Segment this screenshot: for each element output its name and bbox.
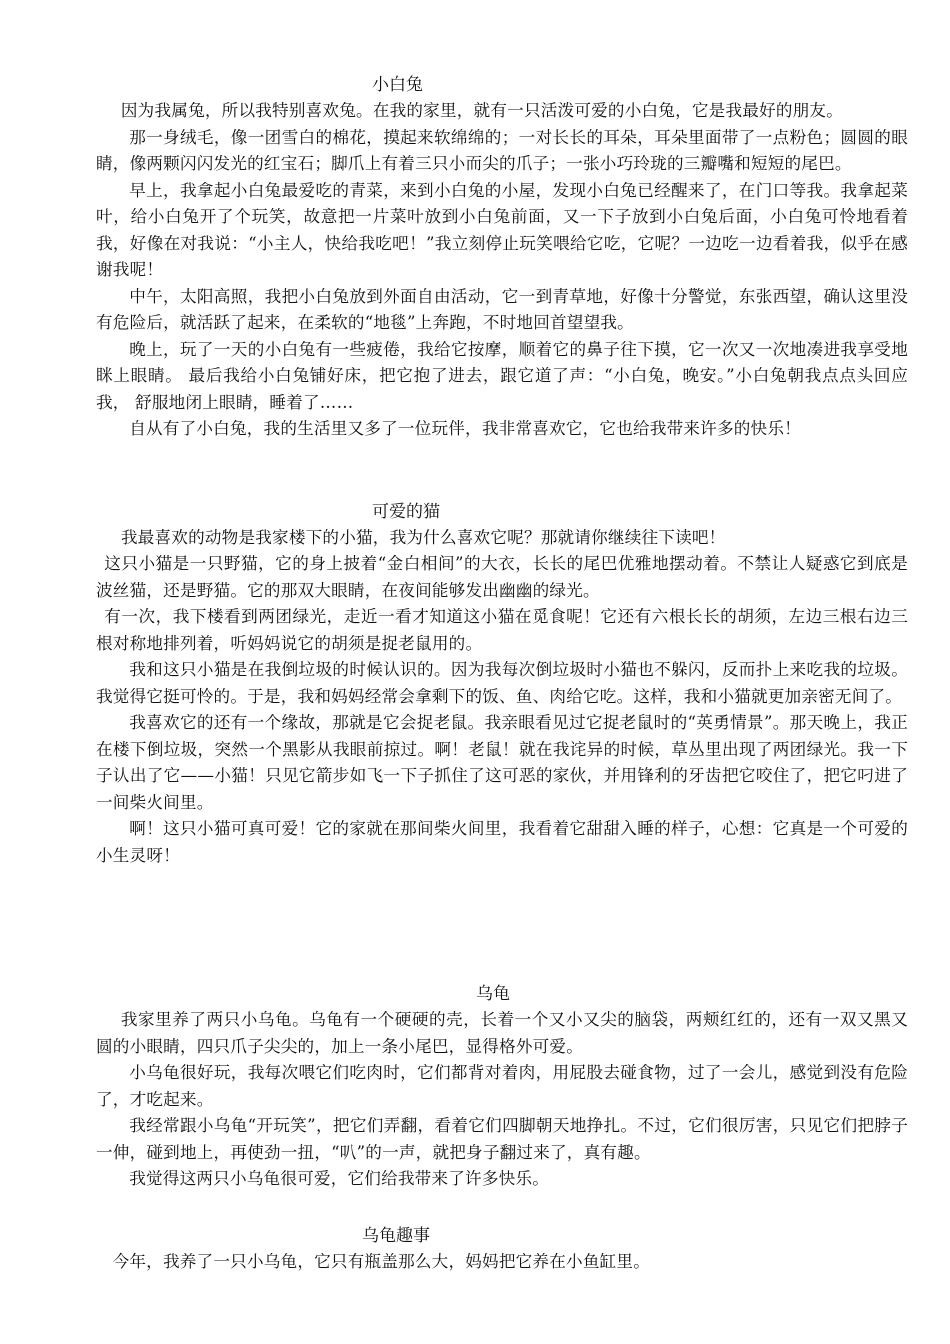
paragraph: 小乌龟很好玩，我每次喂它们吃肉时，它们都背对着肉，用屁股去碰食物，过了一会儿，感觉到没有危险了，才吃起来。 [96,1063,908,1109]
paragraph: 我觉得这两只小乌龟很可爱，它们给我带来了许多快乐。 [129,1169,550,1188]
paragraph: 有一次，我下楼看到两团绿光，走近一看才知道这小猫在觅食呢！它还有六根长长的胡须，左边三根右边三根对称地排列着，听妈妈说它的胡须是捉老鼠用的。 [96,607,908,653]
essay-title: 乌龟 [476,984,510,1004]
paragraph: 晚上，玩了一天的小白兔有一些疲倦，我给它按摩，顺着它的鼻子往下摸，它一次又一次地凑进我享受地眯上眼睛。 最后我给小白兔铺好床，把它抱了进去，跟它道了声：“小白兔，晚安。”小白兔朝我点点头回应我， 舒服地闭上眼睛，睡着了…… [96,339,908,412]
paragraph: 那一身绒毛，像一团雪白的棉花，摸起来软绵绵的；一对长长的耳朵，耳朵里面带了一点粉色；圆圆的眼睛，像两颗闪闪发光的红宝石；脚爪上有着三只小而尖的爪子；一张小巧玲珑的三瓣嘴和短短的尾巴。 [96,127,908,173]
paragraph: 这只小猫是一只野猫，它的身上披着“金白相间”的大衣，长长的尾巴优雅地摆动着。不禁让人疑惑它到底是波丝猫，还是野猫。它的那双大眼睛，在夜间能够发出幽幽的绿光。 [96,554,908,600]
paragraph: 早上，我拿起小白兔最爱吃的青菜，来到小白兔的小屋，发现小白兔已经醒来了，在门口等我。我拿起菜叶，给小白兔开了个玩笑，故意把一片菜叶放到小白兔前面，又一下子放到小白兔后面，小白兔可怜地看着我，好像在对我说：“小主人，快给我吃吧！”我立刻停止玩笑喂给它吃，它呢？一边吃一边看着我，似乎在感谢我呢！ [96,180,908,279]
essay-turtle [96,981,908,1193]
essay-title: 乌龟趣事 [362,1225,430,1246]
paragraph: 我经常跟小乌龟“开玩笑”，把它们弄翻，看着它们四脚朝天地挣扎。不过，它们很厉害，只见它们把脖子一伸，碰到地上，再使劲一扭，“叭”的一声，就把身子翻过来了，真有趣。 [96,1116,908,1162]
essay-cat [96,499,908,870]
paragraph: 啊！这只小猫可真可爱！它的家就在那间柴火间里，我看着它甜甜入睡的样子，心想：它真是一个可爱的小生灵呀！ [96,819,908,865]
paragraph: 我喜欢它的还有一个缘故，那就是它会捉老鼠。我亲眼看见过它捉老鼠时的“英勇情景”。那天晚上，我正在楼下倒垃圾，突然一个黑影从我眼前掠过。啊！老鼠！就在我诧异的时候，草丛里出现了两团绿光。我一下子认出了它——小猫！只见它箭步如飞一下子抓住了这可恶的家伙，并用锋利的牙齿把它咬住了，把它叼进了一间柴火间里。 [96,713,908,812]
paragraph: 今年，我养了一只小乌龟，它只有瓶盖那么大，妈妈把它养在小鱼缸里。 [112,1251,650,1271]
paragraph: 我和这只小猫是在我倒垃圾的时候认识的。因为我每次倒垃圾时小猫也不躲闪，反而扑上来吃我的垃圾。我觉得它挺可怜的。于是，我和妈妈经常会拿剩下的饭、鱼、肉给它吃。这样，我和小猫就更加亲密无间了。 [96,660,908,706]
document-page [96,72,908,1275]
paragraph: 中午，太阳高照，我把小白兔放到外面自由活动，它一到青草地，好像十分警觉，东张西望，确认这里没有危险后，就活跃了起来，在柔软的“地毯”上奔跑，不时地回首望望我。 [96,286,908,332]
essay-title: 小白兔 [372,75,423,95]
paragraph: 我家里养了两只小乌龟。乌龟有一个硬硬的壳，长着一个又小又尖的脑袋，两颊红红的，还有一双又黑又圆的小眼睛，四只爪子尖尖的，加上一条小尾巴，显得格外可爱。 [96,1010,908,1056]
paragraph: 因为我属兔，所以我特别喜欢兔。在我的家里，就有一只活泼可爱的小白兔，它是我最好的朋友。 [120,101,844,120]
essay-turtle-fun [96,1223,908,1276]
essay-rabbit [96,72,908,443]
paragraph: 我最喜欢的动物是我家楼下的小猫，我为什么喜欢它呢？那就请你继续往下读吧！ [120,527,726,547]
essay-title: 可爱的猫 [372,501,440,522]
paragraph: 自从有了小白兔，我的生活里又多了一位玩伴，我非常喜欢它，它也给我带来许多的快乐！ [129,419,801,438]
